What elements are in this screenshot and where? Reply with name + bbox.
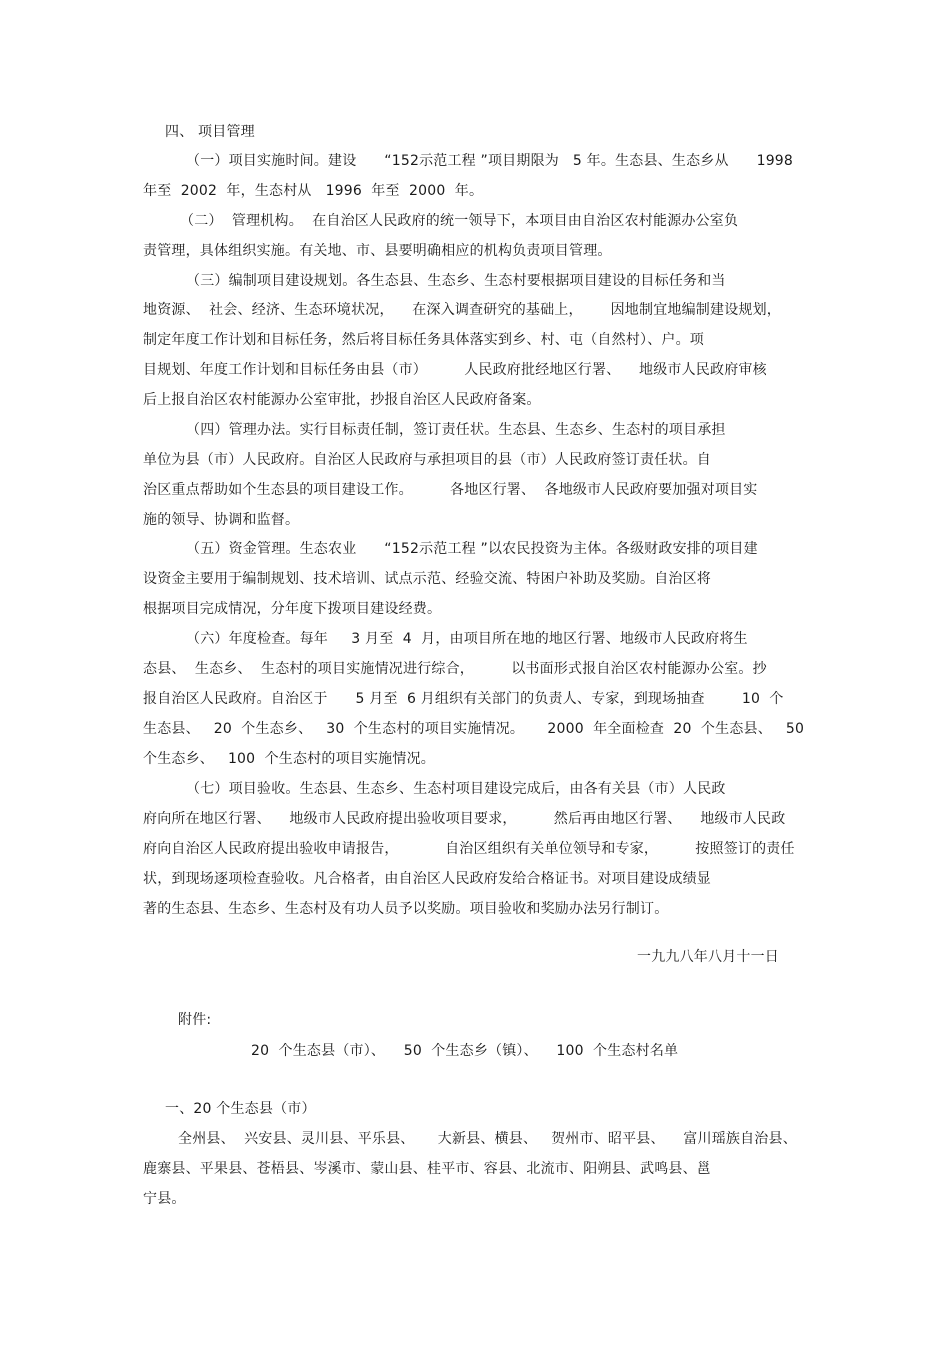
- paragraph-line: （三）编制项目建设规划。各生态县、生态乡、生态村要根据项目建设的目标任务和当: [186, 273, 726, 289]
- paragraph-line: 地资源、 社会、经济、生态环境状况， 在深入调查研究的基础上， 因地制宜地编制建设规划，: [143, 302, 781, 318]
- attachment-label: 附件:: [178, 1012, 212, 1028]
- paragraph-line: （七）项目验收。生态县、生态乡、生态村项目建设完成后，由各有关县（市）人民政: [186, 781, 726, 797]
- paragraph-line: 后上报自治区农村能源办公室审批，抄报自治区人民政府备案。: [143, 392, 541, 408]
- paragraph-line: 生态县、 20 个生态乡、 30 个生态村的项目实施情况。 2000 年全面检查 20 个生态县、 50: [143, 721, 805, 737]
- county-list-line: 全州县、 兴安县、灵川县、平乐县、 大新县、横县、 贺州市、昭平县、 富川瑶族自治县、: [178, 1131, 797, 1147]
- paragraph-line: 责管理，具体组织实施。有关地、市、县要明确相应的机构负责项目管理。: [143, 243, 612, 259]
- county-list-line: 宁县。: [143, 1191, 186, 1207]
- paragraph-line: 府向所在地区行署、 地级市人民政府提出验收项目要求， 然后再由地区行署、 地级市人民政: [143, 811, 786, 827]
- document-date: 一九九八年八月十一日: [637, 949, 779, 965]
- paragraph-line: （六）年度检查。每年 3 月至 4 月，由项目所在地的地区行署、地级市人民政府将生: [186, 631, 748, 647]
- paragraph-line: 根据项目完成情况，分年度下拨项目建设经费。: [143, 601, 442, 617]
- attachment-title: 20 个生态县（市）、 50 个生态乡（镇）、 100 个生态村名单: [251, 1043, 679, 1059]
- paragraph-line: 目规划、年度工作计划和目标任务由县（市） 人民政府批经地区行署、 地级市人民政府审核: [143, 362, 767, 378]
- paragraph-line: 年至 2002 年，生态村从 1996 年至 2000 年。: [143, 183, 484, 199]
- paragraph-line: 单位为县（市）人民政府。自治区人民政府与承担项目的县（市）人民政府签订责任状。自: [143, 452, 711, 468]
- attachment-subheading: 一、20 个生态县（市）: [165, 1101, 316, 1117]
- county-list-line: 鹿寨县、平果县、苍梧县、岑溪市、蒙山县、桂平市、容县、北流市、阳朔县、武鸣县、邕: [143, 1161, 711, 1177]
- paragraph-line: （四）管理办法。实行目标责任制，签订责任状。生态县、生态乡、生态村的项目承担: [186, 422, 726, 438]
- paragraph-line: （五）资金管理。生态农业 “152示范工程 ”以农民投资为主体。各级财政安排的项目建: [186, 541, 758, 557]
- paragraph-line: （一）项目实施时间。建设 “152示范工程 ”项目期限为 5 年。生态县、生态乡从 1998: [186, 153, 794, 169]
- paragraph-line: 著的生态县、生态乡、生态村及有功人员予以奖励。项目验收和奖励办法另行制订。: [143, 901, 669, 917]
- paragraph-line: 制定年度工作计划和目标任务，然后将目标任务具体落实到乡、村、屯（自然村）、户。项: [143, 332, 704, 348]
- section-heading: 四、 项目管理: [165, 124, 255, 140]
- paragraph-line: 状，到现场逐项检查验收。凡合格者，由自治区人民政府发给合格证书。对项目建设成绩显: [143, 871, 711, 887]
- paragraph-line: 报自治区人民政府。自治区于 5 月至 6 月组织有关部门的负责人、专家，到现场抽查 10 个: [143, 691, 784, 707]
- paragraph-line: 治区重点帮助如个生态县的项目建设工作。 各地区行署、 各地级市人民政府要加强对项目实: [143, 482, 758, 498]
- paragraph-line: 态县、 生态乡、 生态村的项目实施情况进行综合， 以书面形式报自治区农村能源办公室。抄: [143, 661, 767, 677]
- paragraph-line: 施的领导、协调和监督。: [143, 512, 300, 528]
- paragraph-line: 个生态乡、 100 个生态村的项目实施情况。: [143, 751, 435, 767]
- paragraph-line: 府向自治区人民政府提出验收申请报告， 自治区组织有关单位领导和专家， 按照签订的责任: [143, 841, 795, 857]
- paragraph-line: （二） 管理机构。 在自治区人民政府的统一领导下，本项目由自治区农村能源办公室负: [180, 213, 739, 229]
- paragraph-line: 设资金主要用于编制规划、技术培训、试点示范、经验交流、特困户补助及奖励。自治区将: [143, 571, 711, 587]
